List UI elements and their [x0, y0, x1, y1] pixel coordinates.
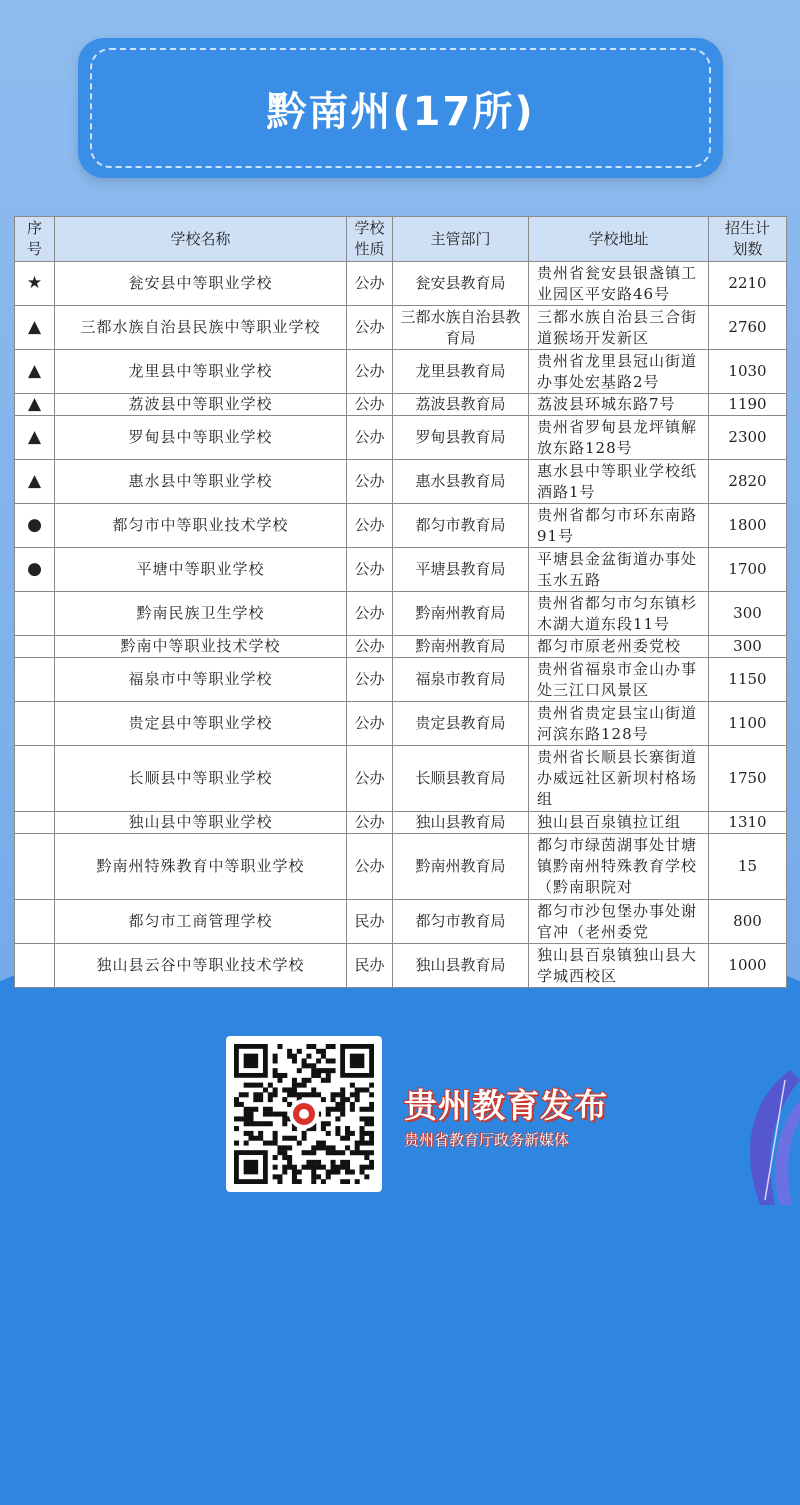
- school-address: 荔波县环城东路7号: [529, 394, 709, 416]
- school-nature: 公办: [347, 658, 393, 702]
- row-mark: ▲: [15, 350, 55, 394]
- row-mark: [15, 658, 55, 702]
- school-address: 贵州省龙里县冠山街道办事处宏基路2号: [529, 350, 709, 394]
- row-mark: [15, 702, 55, 746]
- enrollment-plan: 300: [709, 592, 787, 636]
- enrollment-plan: 800: [709, 900, 787, 944]
- school-nature: 公办: [347, 460, 393, 504]
- enrollment-plan: 2300: [709, 416, 787, 460]
- school-nature: 公办: [347, 702, 393, 746]
- school-name: 三都水族自治县民族中等职业学校: [55, 306, 347, 350]
- school-address: 惠水县中等职业学校纸酒路1号: [529, 460, 709, 504]
- school-name: 黔南中等职业技术学校: [55, 636, 347, 658]
- school-table: [14, 216, 787, 988]
- header-plan: 招生计划数: [709, 217, 787, 262]
- row-mark: ▲: [15, 416, 55, 460]
- school-address: 贵州省福泉市金山办事处三江口风景区: [529, 658, 709, 702]
- school-name: 都匀市中等职业技术学校: [55, 504, 347, 548]
- school-name: 平塘中等职业学校: [55, 548, 347, 592]
- school-table-container: [14, 216, 786, 988]
- school-address: 贵州省贵定县宝山街道河滨东路128号: [529, 702, 709, 746]
- table-row: [15, 504, 787, 548]
- table-row: [15, 944, 787, 988]
- background-bottom: [0, 1000, 800, 1224]
- row-mark: ▲: [15, 460, 55, 504]
- school-nature: 民办: [347, 944, 393, 988]
- qr-code-icon: [234, 1044, 374, 1184]
- school-nature: 公办: [347, 504, 393, 548]
- school-dept: 黔南州教育局: [393, 592, 529, 636]
- row-mark: [15, 834, 55, 900]
- school-address: 独山县百泉镇拉讧组: [529, 812, 709, 834]
- table-row: [15, 658, 787, 702]
- row-mark: [15, 746, 55, 812]
- school-address: 贵州省都匀市匀东镇杉木湖大道东段11号: [529, 592, 709, 636]
- school-nature: 公办: [347, 394, 393, 416]
- school-name: 贵定县中等职业学校: [55, 702, 347, 746]
- leaf-decoration-icon: [730, 1060, 800, 1210]
- enrollment-plan: 15: [709, 834, 787, 900]
- school-nature: 公办: [347, 636, 393, 658]
- table-row: [15, 350, 787, 394]
- school-name: 龙里县中等职业学校: [55, 350, 347, 394]
- school-address: 三都水族自治县三合街道猴场开发新区: [529, 306, 709, 350]
- brand-name: 贵州教育发布: [404, 1086, 608, 1125]
- title-banner: [78, 38, 723, 178]
- school-nature: 公办: [347, 416, 393, 460]
- table-row: [15, 636, 787, 658]
- school-dept: 龙里县教育局: [393, 350, 529, 394]
- header-nature: 学校性质: [347, 217, 393, 262]
- table-row: [15, 394, 787, 416]
- school-dept: 惠水县教育局: [393, 460, 529, 504]
- school-dept: 都匀市教育局: [393, 504, 529, 548]
- school-nature: 公办: [347, 306, 393, 350]
- school-name: 黔南民族卫生学校: [55, 592, 347, 636]
- school-dept: 福泉市教育局: [393, 658, 529, 702]
- enrollment-plan: 1190: [709, 394, 787, 416]
- table-row: [15, 592, 787, 636]
- school-address: 贵州省都匀市环东南路91号: [529, 504, 709, 548]
- school-address: 都匀市沙包堡办事处谢官冲（老州委党: [529, 900, 709, 944]
- school-dept: 贵定县教育局: [393, 702, 529, 746]
- title-dashed-frame: [90, 48, 711, 168]
- school-nature: 公办: [347, 834, 393, 900]
- row-mark: ▲: [15, 394, 55, 416]
- school-name: 瓮安县中等职业学校: [55, 262, 347, 306]
- school-address: 贵州省瓮安县银盏镇工业园区平安路46号: [529, 262, 709, 306]
- school-name: 长顺县中等职业学校: [55, 746, 347, 812]
- school-name: 荔波县中等职业学校: [55, 394, 347, 416]
- school-nature: 公办: [347, 592, 393, 636]
- qr-code: [226, 1036, 382, 1192]
- enrollment-plan: 2760: [709, 306, 787, 350]
- row-mark: [15, 944, 55, 988]
- school-dept: 长顺县教育局: [393, 746, 529, 812]
- school-address: 都匀市绿茵湖事处甘塘镇黔南州特殊教育学校（黔南职院对: [529, 834, 709, 900]
- school-nature: 民办: [347, 900, 393, 944]
- school-name: 惠水县中等职业学校: [55, 460, 347, 504]
- header-addr: 学校地址: [529, 217, 709, 262]
- brand-subtitle: 贵州省教育厅政务新媒体: [404, 1131, 570, 1149]
- school-dept: 独山县教育局: [393, 944, 529, 988]
- table-row: [15, 262, 787, 306]
- table-body: [15, 262, 787, 988]
- school-address: 平塘县金盆街道办事处玉水五路: [529, 548, 709, 592]
- enrollment-plan: 1800: [709, 504, 787, 548]
- school-dept: 都匀市教育局: [393, 900, 529, 944]
- enrollment-plan: 300: [709, 636, 787, 658]
- enrollment-plan: 2210: [709, 262, 787, 306]
- brand-block: [404, 1080, 608, 1150]
- header-dept: 主管部门: [393, 217, 529, 262]
- header-seq: 序号: [15, 217, 55, 262]
- row-mark: ●: [15, 548, 55, 592]
- school-nature: 公办: [347, 262, 393, 306]
- school-address: 都匀市原老州委党校: [529, 636, 709, 658]
- school-address: 贵州省长顺县长寨街道办威远社区新坝村格场组: [529, 746, 709, 812]
- row-mark: [15, 636, 55, 658]
- school-name: 黔南州特殊教育中等职业学校: [55, 834, 347, 900]
- school-dept: 独山县教育局: [393, 812, 529, 834]
- school-dept: 罗甸县教育局: [393, 416, 529, 460]
- table-row: [15, 460, 787, 504]
- table-row: [15, 702, 787, 746]
- enrollment-plan: 1150: [709, 658, 787, 702]
- table-row: [15, 900, 787, 944]
- school-dept: 瓮安县教育局: [393, 262, 529, 306]
- school-nature: 公办: [347, 350, 393, 394]
- school-name: 福泉市中等职业学校: [55, 658, 347, 702]
- table-row: [15, 746, 787, 812]
- school-dept: 黔南州教育局: [393, 636, 529, 658]
- enrollment-plan: 2820: [709, 460, 787, 504]
- table-row: [15, 548, 787, 592]
- school-nature: 公办: [347, 812, 393, 834]
- enrollment-plan: 1750: [709, 746, 787, 812]
- school-nature: 公办: [347, 548, 393, 592]
- school-name: 独山县云谷中等职业技术学校: [55, 944, 347, 988]
- header-name: 学校名称: [55, 217, 347, 262]
- enrollment-plan: 1310: [709, 812, 787, 834]
- row-mark: ▲: [15, 306, 55, 350]
- table-row: [15, 306, 787, 350]
- school-dept: 黔南州教育局: [393, 834, 529, 900]
- school-nature: 公办: [347, 746, 393, 812]
- row-mark: [15, 592, 55, 636]
- school-dept: 三都水族自治县教育局: [393, 306, 529, 350]
- table-row: [15, 812, 787, 834]
- school-address: 独山县百泉镇独山县大学城西校区: [529, 944, 709, 988]
- row-mark: ●: [15, 504, 55, 548]
- enrollment-plan: 1000: [709, 944, 787, 988]
- enrollment-plan: 1700: [709, 548, 787, 592]
- table-header-row: [15, 217, 787, 262]
- school-name: 独山县中等职业学校: [55, 812, 347, 834]
- school-name: 罗甸县中等职业学校: [55, 416, 347, 460]
- enrollment-plan: 1100: [709, 702, 787, 746]
- table-row: [15, 416, 787, 460]
- school-name: 都匀市工商管理学校: [55, 900, 347, 944]
- row-mark: [15, 900, 55, 944]
- enrollment-plan: 1030: [709, 350, 787, 394]
- table-row: [15, 834, 787, 900]
- row-mark: ★: [15, 262, 55, 306]
- school-address: 贵州省罗甸县龙坪镇解放东路128号: [529, 416, 709, 460]
- page-title: 黔南州(17所): [266, 88, 535, 135]
- row-mark: [15, 812, 55, 834]
- school-dept: 平塘县教育局: [393, 548, 529, 592]
- school-dept: 荔波县教育局: [393, 394, 529, 416]
